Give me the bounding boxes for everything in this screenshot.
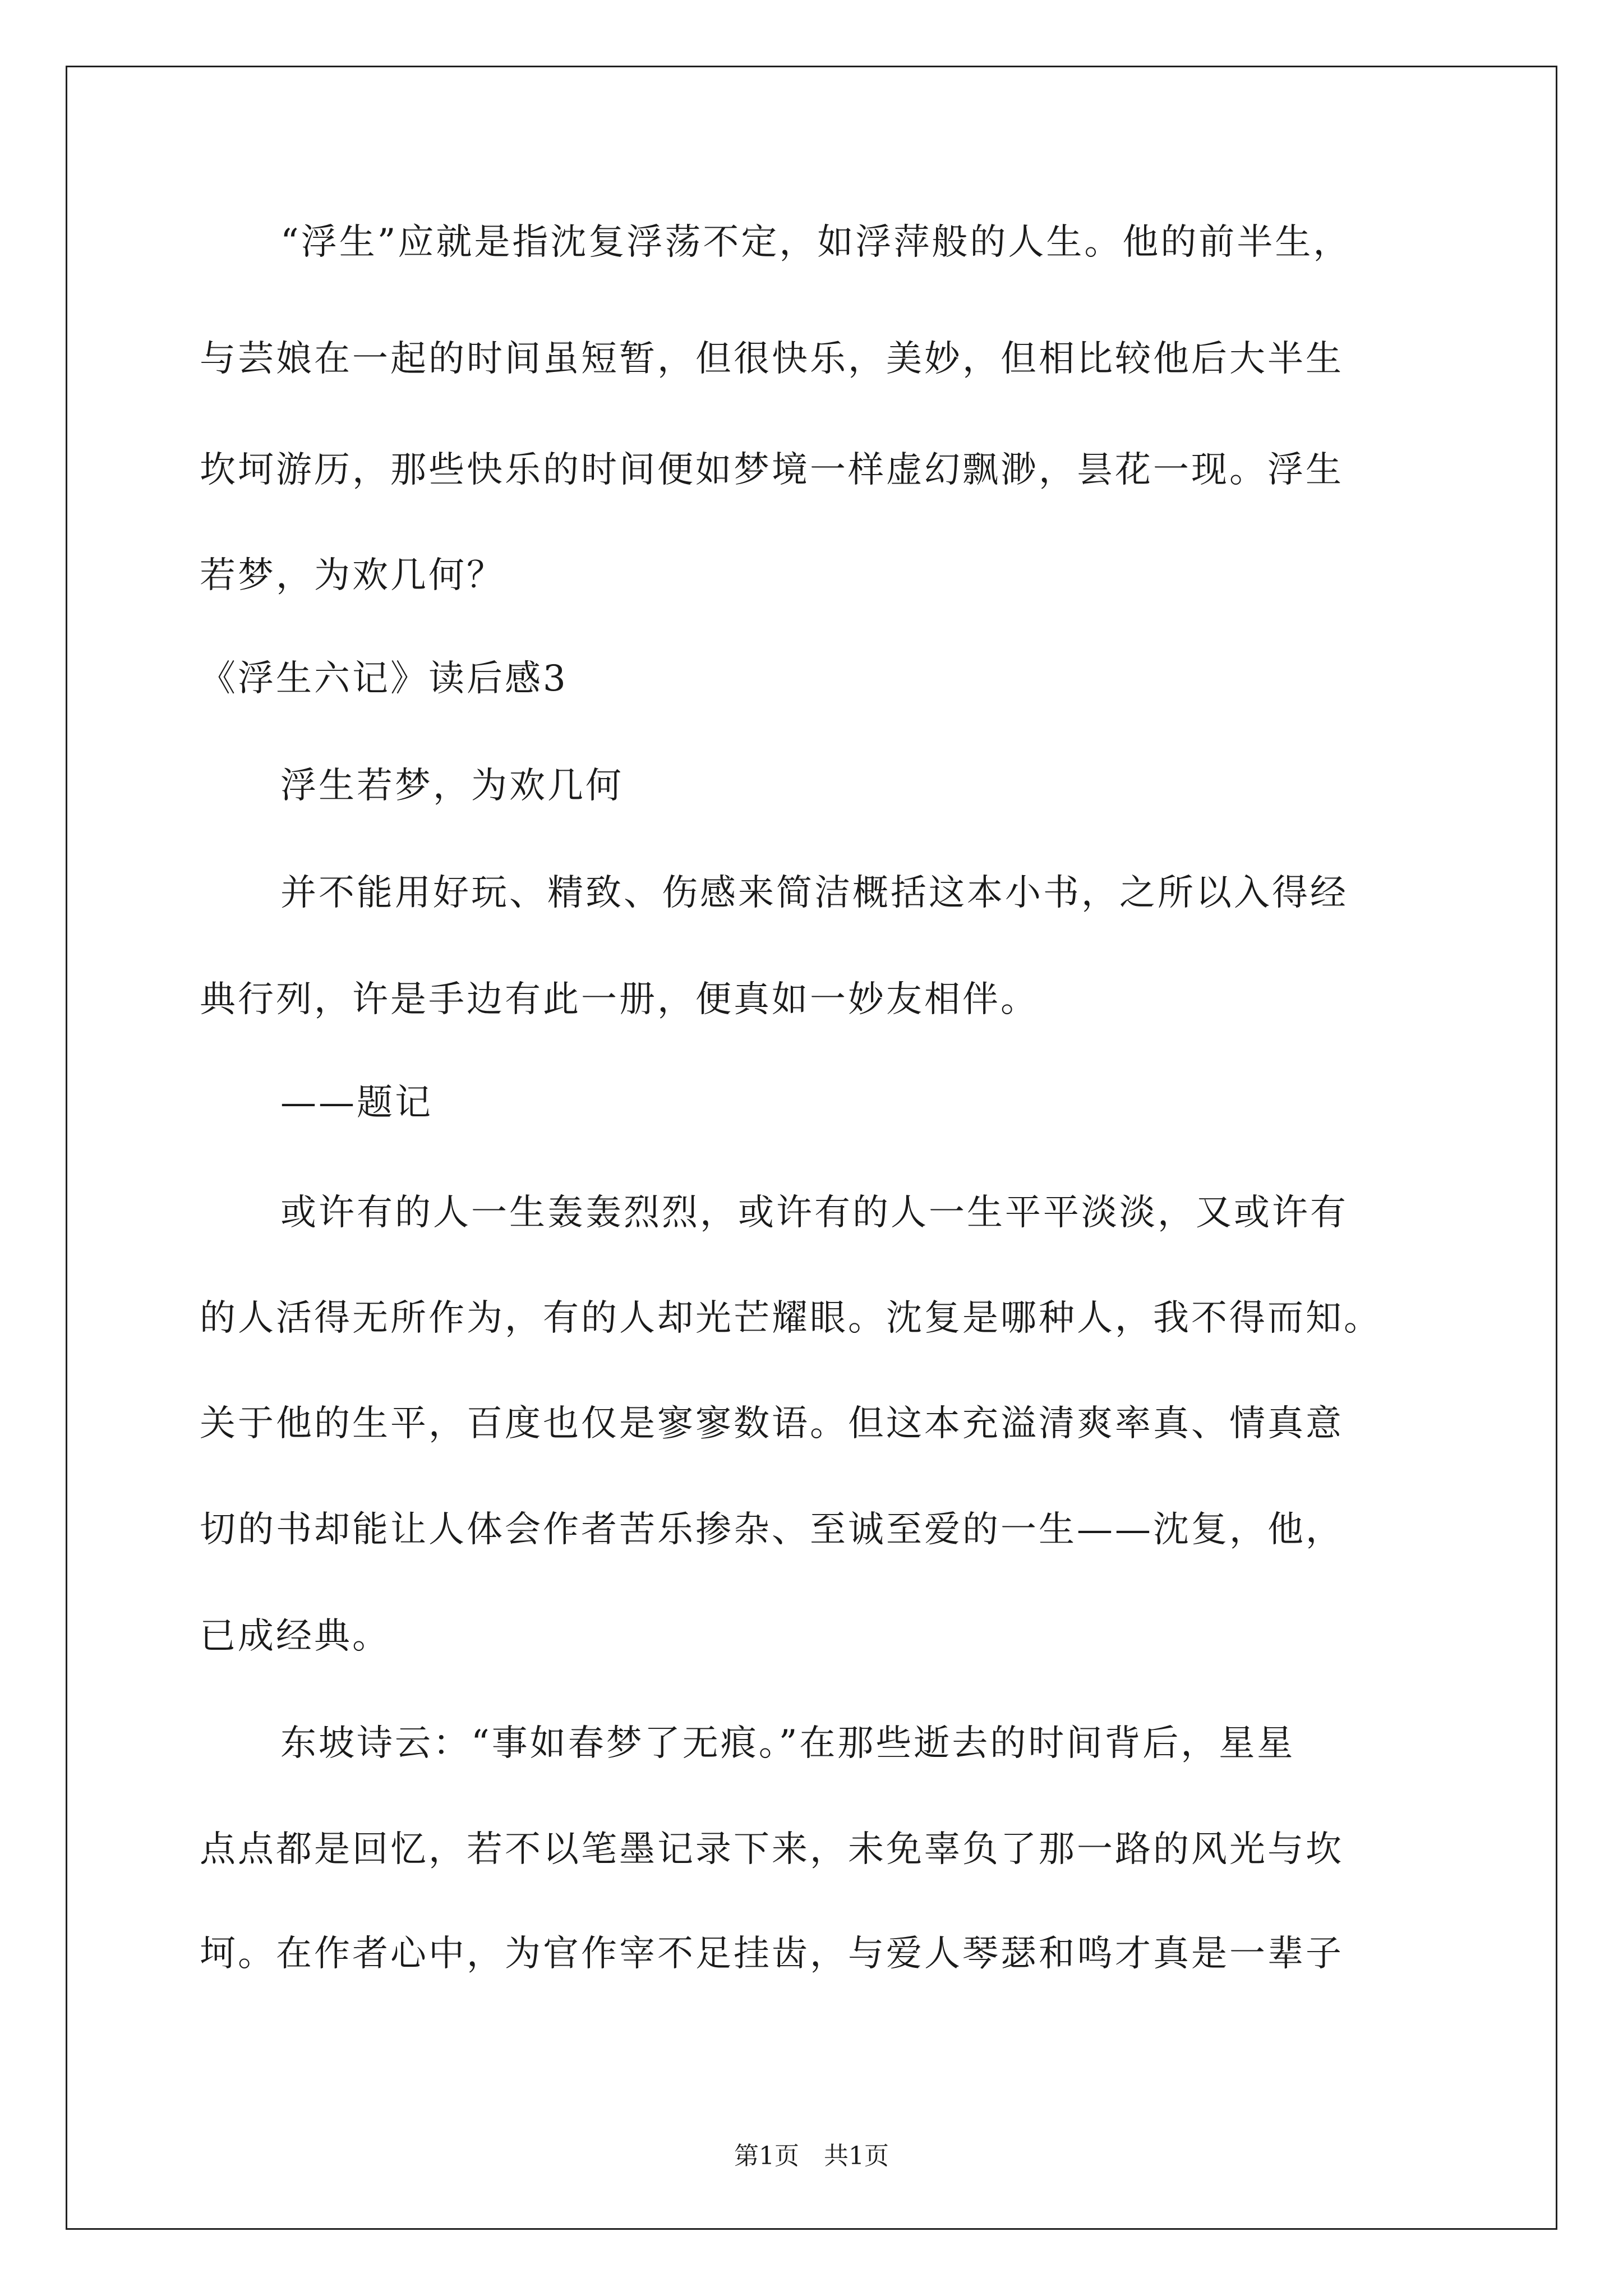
body-line: 或许有的人一生轰轰烈烈，或许有的人一生平平淡淡，又或许有	[280, 1192, 1348, 1234]
body-line: 切的书却能让人体会作者苦乐掺杂、至诚至爱的一生——沈复，他，	[200, 1509, 1344, 1550]
body-line: 东坡诗云：“事如春梦了无痕。”在那些逝去的时间背后，星星	[280, 1723, 1295, 1764]
body-line: 的人活得无所作为，有的人却光芒耀眼。沈复是哪种人，我不得而知。	[200, 1297, 1382, 1339]
body-line: 坎坷游历，那些快乐的时间便如梦境一样虚幻飘渺，昙花一现。浮生	[200, 449, 1344, 491]
body-line: 点点都是回忆，若不以笔墨记录下来，未免辜负了那一路的风光与坎	[200, 1829, 1344, 1870]
body-line: 坷。在作者心中，为官作宰不足挂齿，与爱人琴瑟和鸣才真是一辈子	[200, 1933, 1344, 1975]
body-line: 已成经典。	[200, 1616, 390, 1657]
body-line: “浮生”应就是指沈复浮荡不定，如浮萍般的人生。他的前半生，	[280, 222, 1352, 263]
body-line: 与芸娘在一起的时间虽短暂，但很快乐，美妙，但相比较他后大半生	[200, 338, 1344, 380]
page-number: 第1页 共1页	[734, 2142, 889, 2170]
body-line: 关于他的生平，百度也仅是寥寥数语。但这本充溢清爽率真、情真意	[200, 1403, 1344, 1444]
epigraph-signature: ——题记	[280, 1082, 433, 1124]
page-border	[66, 66, 1557, 2230]
subtitle: 浮生若梦，为欢几何	[280, 765, 624, 807]
body-line: 并不能用好玩、精致、伤感来简洁概括这本小书，之所以入得经	[280, 872, 1348, 914]
body-line: 若梦，为欢几何？	[200, 555, 505, 596]
body-line: 典行列，许是手边有此一册，便真如一妙友相伴。	[200, 979, 1039, 1020]
section-heading: 《浮生六记》读后感3	[200, 658, 568, 700]
